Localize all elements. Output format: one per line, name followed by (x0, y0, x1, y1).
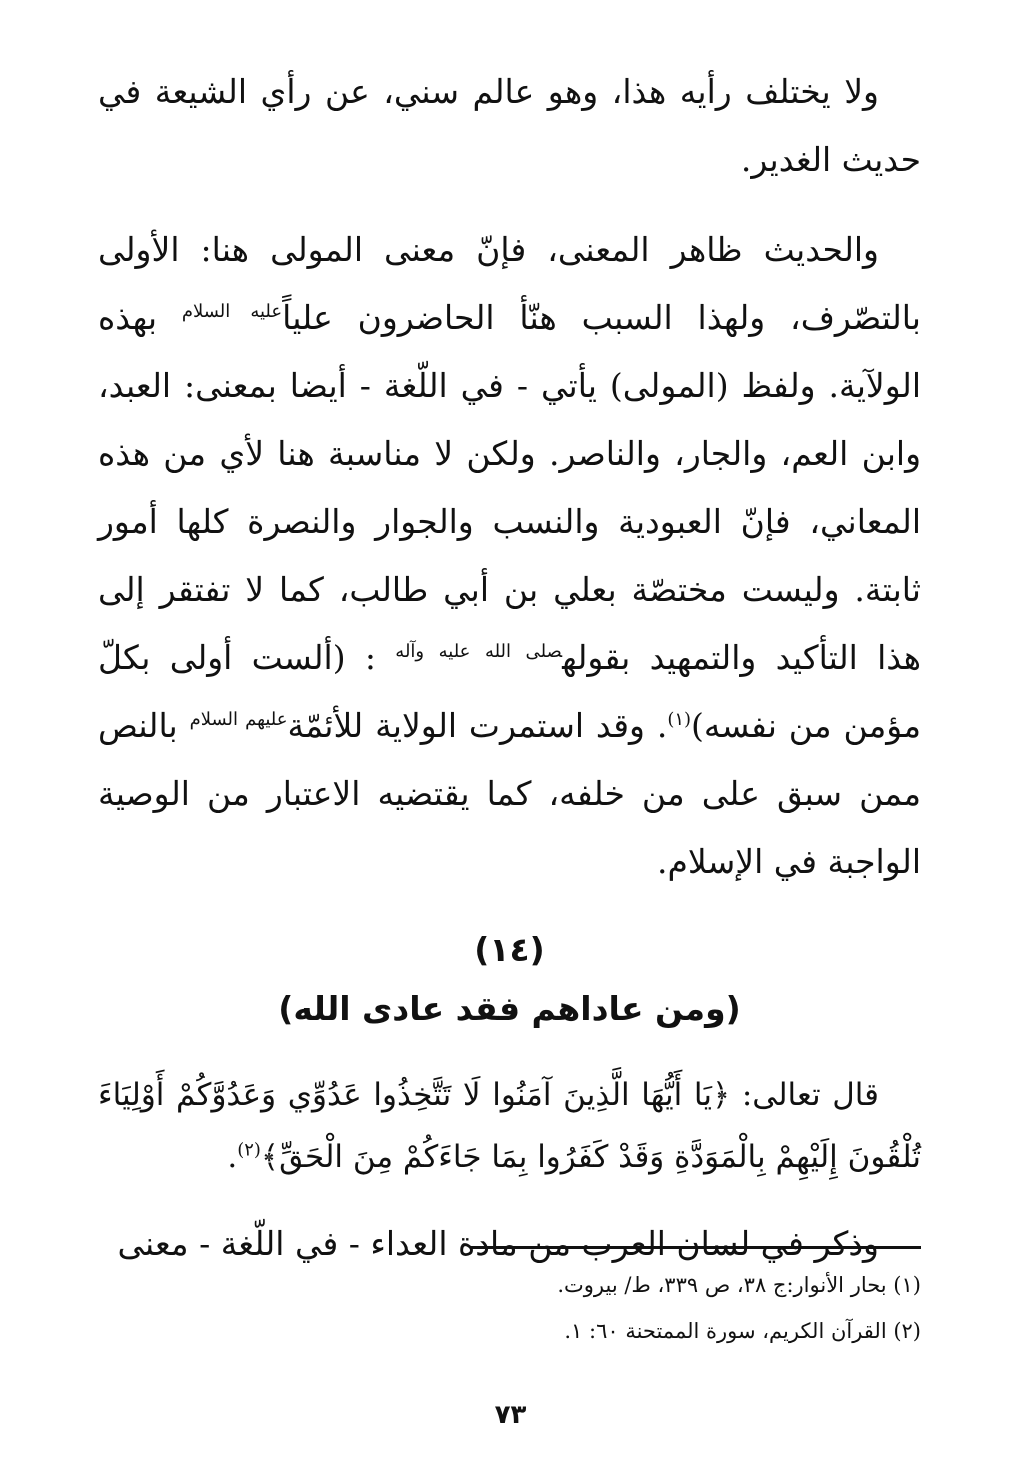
paragraph-2-part-b: بهذه الولآية. ولفظ (المولى) يأتي - في اللّغة - أيضا بمعنى: العبد، وابن العم، والجار، والناصر. ولكن لا مناسبة هنا لأي من هذه المعاني، فإنّ العبودية والنسب والجوار والنصرة كلها أمور ثابتة. وليست مختصّة بعلي بن أبي طالب، كما لا تفتقر إلى هذا التأكيد والتمهيد بقوله (98, 298, 922, 677)
paragraph-2-part-e: بالنص ممن سبق على من خلفه، كما يقتضيه الاعتبار من الوصية الواجبة في الإسلام. (98, 706, 921, 881)
footnote-2: (٢) القرآن الكريم، سورة الممتحنة ٦٠: ١. (564, 1319, 921, 1343)
quran-intro: قال تعالى: (741, 1077, 879, 1113)
footnote-ref-2: (٢) (237, 1139, 261, 1161)
paragraph-2-part-a: والحديث ظاهر المعنى، فإنّ معنى المولى هنا: الأولى بالتصّرف، ولهذا السبب هنّأ الحاضرون علياً (98, 230, 921, 337)
paragraph-2 (98, 216, 921, 896)
paragraph-2-part-d: . وقد استمرت الولاية للأئمّة (287, 706, 668, 745)
section-title: (ومن عاداهم فقد عادى الله) (278, 989, 741, 1028)
footnote-1: (١) بحار الأنوار:ج ٣٨، ص ٣٣٩، ط/ بيروت. (557, 1273, 921, 1297)
footnotes (98, 1262, 921, 1354)
paragraph-1: ولا يختلف رأيه هذا، وهو عالم سني، عن رأي الشيعة في حديث الغدير. (98, 72, 921, 179)
paragraph-2-part-c: : (ألست أولى بكلّ مؤمن من نفسه) (98, 638, 921, 745)
quran-verse: ﴿يَا أَيُّهَا الَّذِينَ آمَنُوا لَا تَتَّخِذُوا عَدُوِّي وَعَدُوَّكُمْ أَوْلِيَاءَ تُلْقُونَ إِلَيْهِمْ بِالْمَوَدَّةِ وَقَدْ كَفَرُوا بِمَا جَاءَكُمْ مِنَ الْحَقِّ﴾ (98, 1077, 921, 1175)
page-body (98, 58, 921, 1278)
footnote-ref-1: (١) (667, 709, 692, 730)
quran-paragraph (98, 1064, 921, 1188)
honorific-ali: عليه السلام (181, 301, 283, 322)
section-number: (١٤) (474, 930, 545, 969)
footnote-divider (471, 1246, 921, 1249)
honorific-imams: عليهم السلام (189, 709, 288, 730)
page-number: ٧٣ (494, 1400, 527, 1430)
quran-end: . (227, 1139, 238, 1175)
paragraph-4: وذكر في لسان العرب من مادة العداء - في اللّغة - معنى (117, 1224, 879, 1263)
honorific-prophet: صلى الله عليه وآله (395, 641, 563, 662)
